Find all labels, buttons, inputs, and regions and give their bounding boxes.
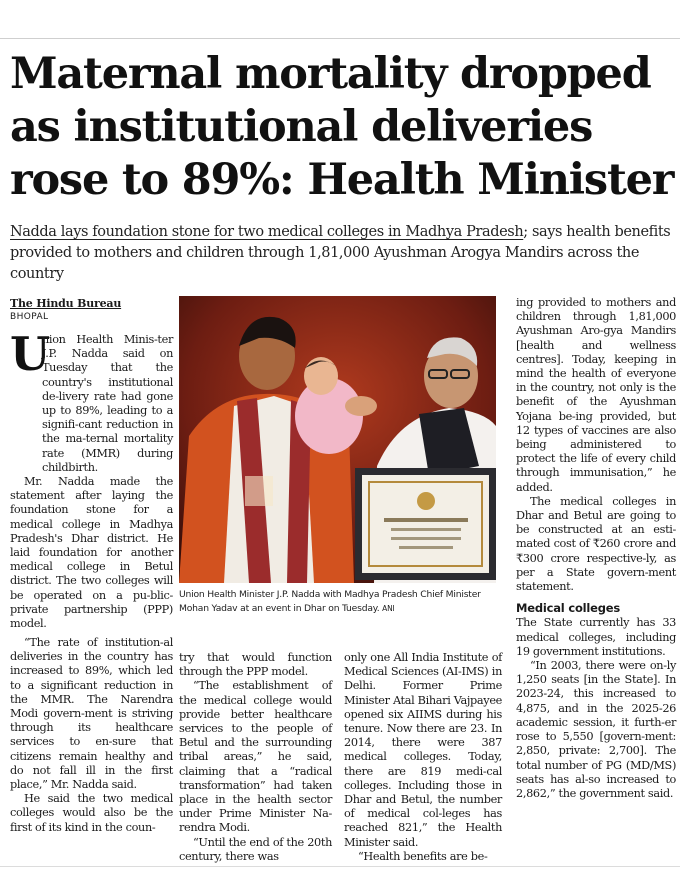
photo-caption bbox=[179, 588, 499, 615]
photo-illustration bbox=[179, 296, 496, 583]
bottom-rule bbox=[0, 866, 680, 867]
dateline: BHOPAL bbox=[10, 312, 49, 322]
body-paragraph: “In 2003, there were on-ly 1,250 seats [in the State]. In 2023-24, this increased to 4,875, and in the 2025-26 academic session, it furth-er rose to 5,550 [govern-ment: 2,850, private: 2,700]. The total number of PG (MD/MS) seats has al-so increased to 2,862,” the government said. bbox=[516, 659, 676, 800]
drop-cap: U bbox=[10, 327, 51, 381]
standfirst-underlined: Nadda lays foundation stone for two medical colleges in Madhya Pradesh bbox=[10, 224, 524, 240]
photo-credit: ANI bbox=[382, 603, 395, 613]
column-1-top bbox=[10, 327, 173, 631]
top-rule bbox=[0, 38, 680, 39]
lead-paragraph: nion Health Minis-ter J.P. Nadda said on Tuesday that the country's institutional de-livery rate had gone up to 89%, leading to a signifi-cant reduction in the ma-ternal mortality rate (MMR) during childbirth. bbox=[42, 333, 173, 474]
caption-text: Union Health Minister J.P. Nadda with Madhya Pradesh Chief Minister Mohan Yadav at an event in Dhar on Tuesday. bbox=[179, 589, 481, 614]
headline: Maternal mortality dropped as institutional deliveries rose to 89%: Health Minister bbox=[10, 49, 674, 205]
column-1-bottom bbox=[10, 636, 173, 835]
standfirst-rest: ; says health benefits provided to mothers and children through 1,81,000 Ayushman Arogya Mandirs across the country bbox=[10, 224, 671, 282]
body-paragraph: “The establishment of the medical college would provide better healthcare services to the people of Betul and the surrounding tribal areas,” he said, claiming that a “radical transformation” had taken place in the health sector under Prime Minister Na-rendra Modi. bbox=[179, 679, 332, 835]
body-paragraph: The medical colleges in Dhar and Betul are going to be constructed at an esti-mated cost of ₹260 crore and ₹300 crore respective-ly, as per a State govern-ment statement. bbox=[516, 494, 676, 594]
subheading: Medical colleges bbox=[516, 601, 621, 616]
column-4 bbox=[516, 296, 676, 801]
body-paragraph: “Until the end of the 20th century, there was bbox=[179, 835, 332, 863]
body-paragraph: ing provided to mothers and children through 1,81,000 Ayushman Aro-gya Mandirs [health and wellness centres]. Today, keeping in mind the health of everyone in the country, not only is the benefit of the Ayushman Yojana be-ing provided, but 12 types of vaccines are also being administered to protect the life of every child through immunisation,” he added. bbox=[516, 296, 676, 494]
body-paragraph: only one All India Institute of Medical Sciences (AI-IMS) in Delhi. Former Prime Minister Atal Bihari Vajpayee opened six AIIMS during his tenure. Now there are 23. In 2014, there were 387 medical colleges. Today, there are 819 medi-cal colleges. Including those in Dhar and Betul, the number of medical col-leges has reached 821,” the Health Minister said. bbox=[344, 651, 502, 849]
news-photo bbox=[179, 296, 496, 583]
body-paragraph: He said the two medical colleges would also be the first of its kind in the coun- bbox=[10, 792, 173, 834]
body-paragraph: “The rate of institution-al deliveries in the country has increased to 89%, which led to a significant reduction in the MMR. The Narendra Modi govern-ment is striving through its healthcare services to en-sure that citizens remain healthy and do not fall ill in the first place,” Mr. Nadda said. bbox=[10, 636, 173, 792]
body-paragraph: “Health benefits are be- bbox=[358, 849, 488, 863]
body-paragraph: The State currently has 33 medical colleges, including 19 government institutions. bbox=[516, 616, 676, 658]
body-paragraph: try that would function through the PPP model. bbox=[179, 651, 332, 679]
byline: The Hindu Bureau bbox=[10, 297, 122, 310]
standfirst bbox=[10, 222, 675, 285]
column-3 bbox=[344, 651, 502, 864]
body-paragraph: Mr. Nadda made the statement after laying the foundation stone for a medical college in Madhya Pradesh's Dhar district. He laid foundation for another medical college in Betul district. The two colleges will be operated on a pu-blic-private partnership (PPP) model. bbox=[10, 475, 173, 631]
column-2 bbox=[179, 651, 332, 864]
